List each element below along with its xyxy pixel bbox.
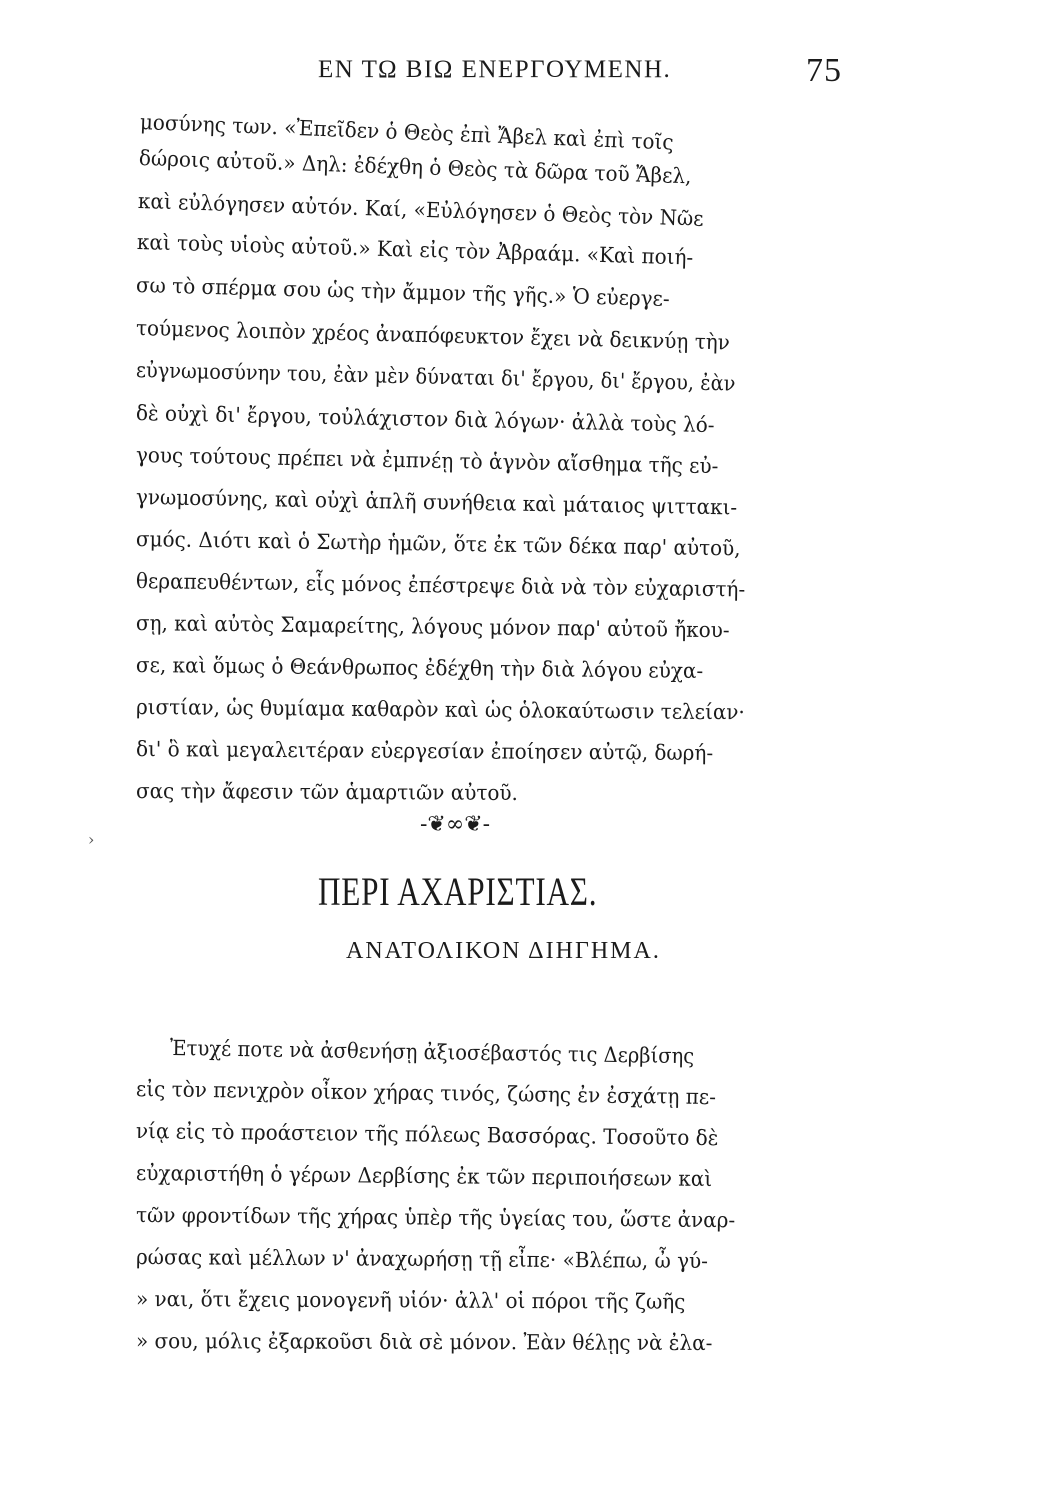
ornament-glyphs: -❦∞❦-	[420, 812, 491, 837]
running-head	[0, 52, 1042, 92]
text-line: εὐγνωμοσύνην του, ἐὰν μὲν δύναται δι' ἔργου, δι' ἔργου, ἐὰν	[135, 358, 736, 396]
text-line: ριστίαν, ὡς θυμίαμα καθαρὸν καὶ ὡς ὁλοκαύτωσιν τελείαν·	[135, 695, 745, 725]
text-line: εὐχαριστήθη ὁ γέρων Δερβίσης ἐκ τῶν περιποιήσεων καὶ	[135, 1161, 713, 1192]
text-line: τούμενος λοιπὸν χρέος ἀναπόφευκτον ἔχει νὰ δεικνύῃ τὴν	[135, 316, 731, 355]
text-line: ρώσας καὶ μέλλων ν' ἀναχωρήσῃ τῇ εἶπε· «Βλέπω, ὦ γύ-	[135, 1245, 709, 1273]
text-line: εἰς τὸν πενιχρὸν οἶκον χήρας τινός, ζώσης ἐν ἐσχάτῃ πε-	[135, 1077, 717, 1110]
text-line: θεραπευθέντων, εἷς μόνος ἐπέστρεψε διὰ νὰ τὸν εὐχαριστή-	[135, 569, 746, 602]
text-line: δι' ὃ καὶ μεγαλειτέραν εὐεργεσίαν ἐποίησεν αὐτῷ, δωρή-	[135, 737, 714, 766]
running-title: ΕΝ ΤΩ ΒΙΩ ΕΝΕΡΓΟΥΜΕΝΗ.	[318, 56, 672, 83]
text-line: γνωμοσύνης, καὶ οὐχὶ ἁπλῆ συνήθεια καὶ μάταιος ψιττακι-	[135, 485, 738, 520]
text-line: » ναι, ὅτι ἔχεις μονογενῆ υἱόν· ἀλλ' οἱ πόροι τῆς ζωῆς	[135, 1287, 686, 1314]
text-line: σμός. Διότι καὶ ὁ Σωτὴρ ἡμῶν, ὅτε ἐκ τῶν δέκα παρ' αὐτοῦ,	[135, 527, 741, 561]
text-line: δώροις αὐτοῦ.» Δηλ: ἐδέχθη ὁ Θεὸς τὰ δῶρα τοῦ Ἄβελ,	[138, 146, 692, 189]
section-subtitle: ΑΝΑΤΟΛΙΚΟΝ ΔΙΗΓΗΜΑ.	[346, 938, 661, 964]
text-line: σω τὸ σπέρμα σου ὡς τὴν ἄμμον τῆς γῆς.» Ὁ εὐεργε-	[135, 273, 671, 311]
text-line: » σου, μόλις ἐξαρκοῦσι διὰ σὲ μόνον. Ἐὰν θέλῃς νὰ ἐλα-	[135, 1329, 713, 1356]
text-line: Ἐτυχέ ποτε νὰ ἀσθενήσῃ ἀξιοσέβαστός τις Δερβίσης	[169, 1036, 695, 1069]
text-line: καὶ τοὺς υἱοὺς αὐτοῦ.» Καὶ εἰς τὸν Ἀβραάμ. «Καὶ ποιή-	[136, 230, 694, 270]
margin-mark: ›	[88, 830, 95, 849]
text-line: τῶν φροντίδων τῆς χήρας ὑπὲρ τῆς ὑγείας του, ὥστε ἀναρ-	[135, 1203, 736, 1233]
section-title: ΠΕΡΙ ΑΧΑΡΙΣΤΙΑΣ.	[318, 869, 598, 914]
text-line: σας τὴν ἄφεσιν τῶν ἁμαρτιῶν αὐτοῦ.	[135, 779, 518, 805]
text-line: δὲ οὐχὶ δι' ἔργου, τοὐλάχιστον διὰ λόγων· ἀλλὰ τοὺς λό-	[135, 401, 715, 438]
text-line: νίᾳ εἰς τὸ προάστειον τῆς πόλεως Βασσόρας. Τοσοῦτο δὲ	[135, 1119, 719, 1151]
section-ornament	[420, 812, 490, 837]
text-line: μοσύνης των. «Ἐπεῖδεν ὁ Θεὸς ἐπὶ Ἄβελ καὶ ἐπὶ τοῖς	[139, 110, 674, 155]
text-line: σε, καὶ ὅμως ὁ Θεάνθρωπος ἐδέχθη τὴν διὰ λόγου εὐχα-	[135, 653, 704, 683]
text-line: καὶ εὐλόγησεν αὐτόν. Καί, «Εὐλόγησεν ὁ Θεὸς τὸν Νῶε	[137, 189, 704, 231]
text-line: σῃ, καὶ αὐτὸς Σαμαρείτης, λόγους μόνον παρ' αὐτοῦ ἤκου-	[135, 611, 730, 643]
page-number: 75	[806, 52, 842, 89]
text-line: γους τούτους πρέπει νὰ ἐμπνέῃ τὸ ἁγνὸν αἴσθημα τῆς εὐ-	[135, 443, 719, 479]
